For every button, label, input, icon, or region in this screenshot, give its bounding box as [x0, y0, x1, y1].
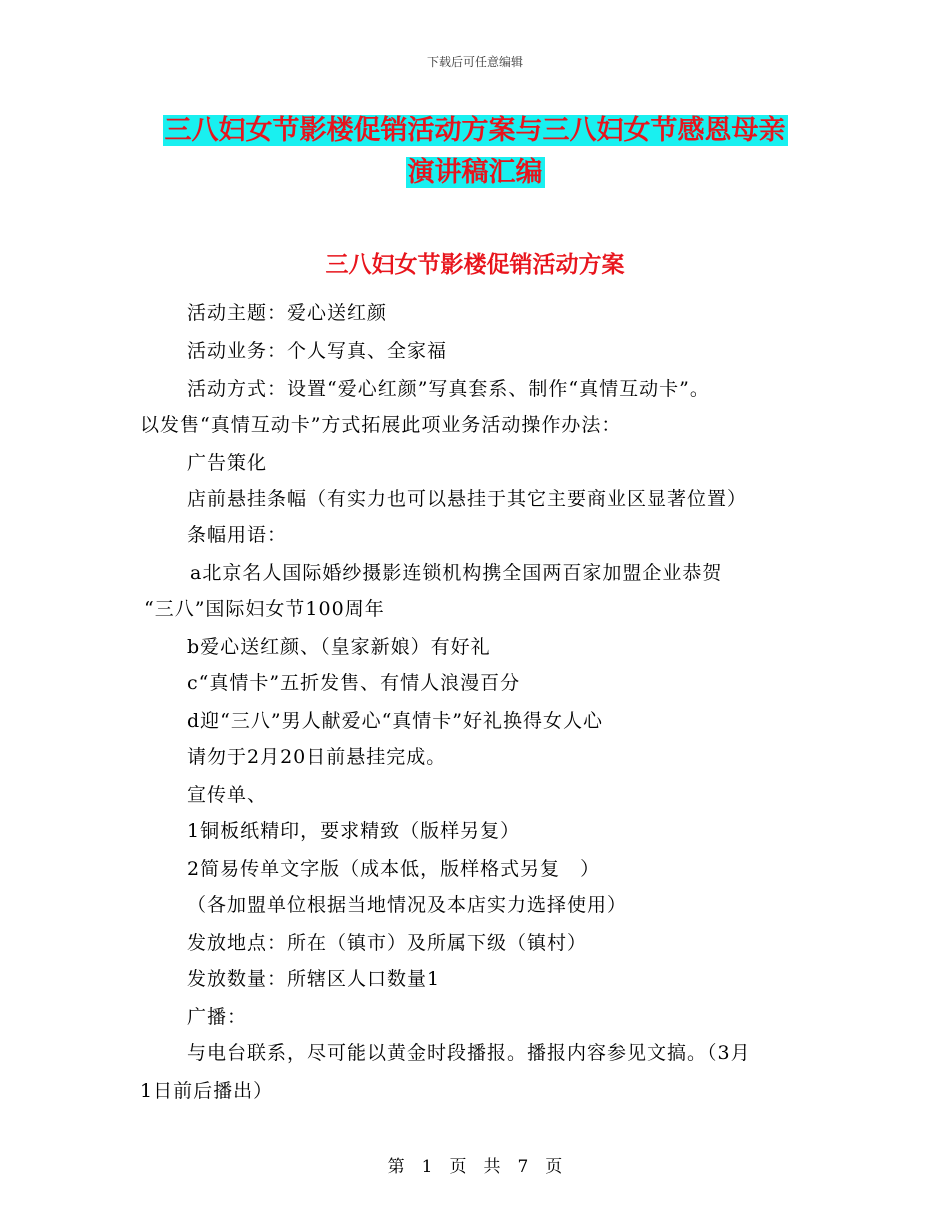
body-line: 请勿于2月20日前悬挂完成。	[187, 746, 447, 768]
document-title-line-2	[0, 154, 950, 192]
body-line: 2简易传单文字版（成本低，版样格式另复 ）	[187, 858, 601, 880]
body-line: 与电台联系，尽可能以黄金时段播报。播报内容参见文搞。（3月	[187, 1042, 751, 1064]
body-line: （各加盟单位根据当地情况及本店实力选择使用）	[187, 894, 628, 916]
body-line: 广告策化	[187, 452, 268, 474]
body-line: “三八”国际妇女节100周年	[144, 598, 385, 620]
body-line: 店前悬挂条幅（有实力也可以悬挂于其它主要商业区显著位置）	[187, 488, 748, 510]
title-highlight-2: 演讲稿汇编	[407, 157, 543, 188]
body-line: 1铜板纸精印，要求精致（版样另复）	[187, 820, 521, 842]
section-title: 三八妇女节影楼促销活动方案	[325, 251, 625, 278]
body-line: 条幅用语：	[187, 524, 288, 546]
document-title-line-1	[0, 112, 950, 150]
body-line: 以发售“真情互动卡”方式拓展此项业务活动操作办法：	[140, 414, 622, 436]
body-line: 1日前后播出）	[140, 1080, 274, 1102]
body-line: c“真情卡”五折发售、有情人浪漫百分	[187, 672, 521, 694]
body-line: 活动主题：爱心送红颜	[187, 302, 388, 324]
body-line: 发放数量：所辖区人口数量1	[187, 968, 441, 990]
body-line: 广播：	[187, 1006, 248, 1028]
header-note: 下载后可任意编辑	[426, 55, 523, 69]
title-highlight-1: 三八妇女节影楼促销活动方案与三八妇女节感恩母亲	[164, 115, 786, 146]
body-line: 活动方式：设置“爱心红颜”写真套系、制作“真情互动卡”。	[187, 378, 710, 400]
body-line: b爱心送红颜、（皇家新娘）有好礼	[187, 636, 491, 658]
body-line: 宣传单、	[187, 784, 268, 806]
page-footer: 第 1 页 共 7 页	[387, 1157, 563, 1177]
body-line: 发放地点：所在（镇市）及所属下级（镇村）	[187, 932, 588, 954]
body-line: 活动业务：个人写真、全家福	[187, 340, 448, 362]
body-line: a北京名人国际婚纱摄影连锁机构携全国两百家加盟企业恭贺	[190, 562, 723, 584]
body-line: d迎“三八”男人献爱心“真情卡”好礼换得女人心	[187, 710, 604, 732]
